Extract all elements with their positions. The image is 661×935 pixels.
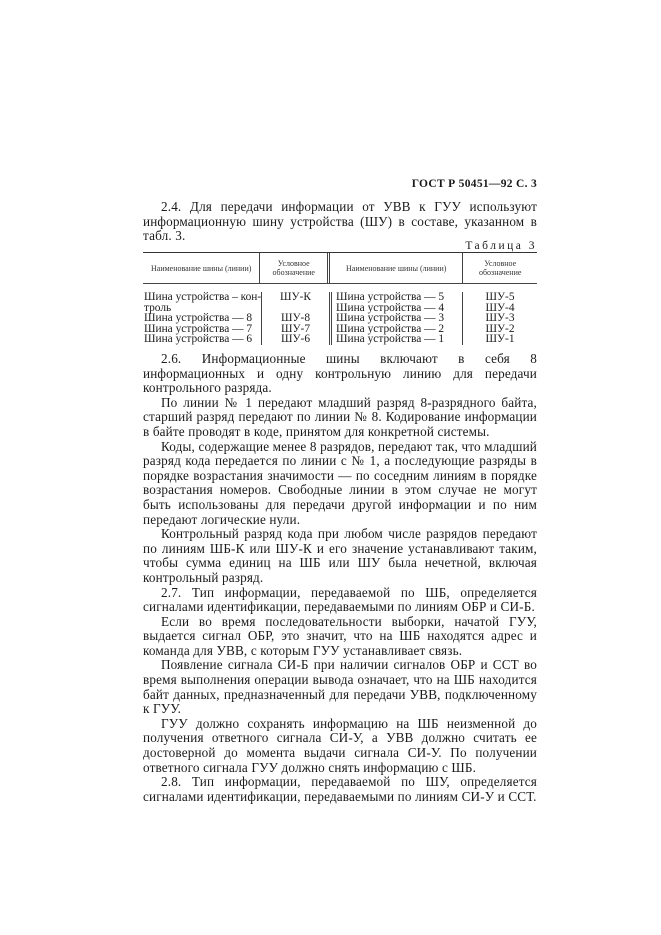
table-cell: ШУ-1	[485, 333, 515, 346]
table-header-row	[143, 253, 537, 284]
header-code-right: Условное обозначение	[462, 253, 537, 283]
column-name-left	[143, 292, 261, 345]
column-code-right	[462, 292, 537, 345]
table-cell: ШУ-5	[485, 291, 515, 303]
table-body	[143, 284, 537, 345]
paragraph: Если во время последовательности выборки, начатой ГУУ, выдается сигнал ОБР, это значит, что на ШБ находятся адрес и команда для УВВ, с которым ГУУ устанавливает связь.	[143, 613, 537, 658]
body-text	[143, 352, 537, 804]
table-cell: Шина устройства — 8	[144, 312, 253, 325]
table-cell: Шина устройства — 5	[336, 291, 445, 303]
table-cell: ШУ-К	[280, 291, 311, 303]
header-name-left: Наименование шины (линии)	[151, 263, 252, 273]
header-name-right: Наименование шины (линии)	[327, 253, 462, 283]
column-code-left	[261, 292, 329, 345]
table-cell: Шина устройства – кон-	[144, 291, 262, 303]
table-cell: Шина устройства — 1	[336, 333, 445, 346]
paragraph: ГУУ должно сохранять информацию на ШБ неизменной до получения ответного сигнала СИ-У, а УВВ должно считать ее достоверной до момента выдачи сигнала СИ-У. По получении ответного сигнала ГУУ должно снять информацию с ШБ.	[143, 715, 537, 775]
table-cell: Шина устройства — 4	[336, 301, 445, 314]
table-cell: ШУ-7	[280, 322, 311, 335]
running-header: ГОСТ Р 50451—92 С. 3	[411, 178, 537, 190]
table-cell: Шина устройства — 2	[336, 322, 445, 335]
column-name-right	[329, 292, 462, 345]
section-2-4: 2.4. Для передачи информации от УВВ к ГУУ используют информационную шину устройства (ШУ) в составе, указанном в табл. 3.	[143, 199, 537, 244]
paragraph-2-7: 2.7. Тип информации, передаваемой по ШБ, определяется сигналами идентификации, передаваемыми по линиям ОБР и СИ-Б.	[143, 584, 537, 615]
table-caption: Таблица 3	[465, 240, 537, 252]
paragraph: Коды, содержащие менее 8 разрядов, передают так, что младший разряд кода передается по линии с № 1, а последующие разряды в порядке возрастания значимости — по соседним линиям в порядке возрастания номеров. Свободные линии в этом случае не могут быть использованы для передачи другой информации и по ним передают логические нули.	[143, 438, 537, 527]
table-3	[143, 252, 537, 345]
table-cell: ШУ-6	[280, 333, 311, 346]
table-cell: ШУ-8	[280, 312, 311, 325]
paragraph: Появление сигнала СИ-Б при наличии сигналов ОБР и ССТ во время выполнения операции вывода означает, что на ШБ находится байт данных, предназначенный для передачи УВВ, подключенному к ГУУ.	[143, 657, 537, 717]
table-cell: Шина устройства — 3	[336, 312, 445, 325]
table-cell: ШУ-2	[485, 322, 515, 335]
paragraph-2-8: 2.8. Тип информации, передаваемой по ШУ, определяется сигналами идентификации, передаваемыми по линиям СИ-У и ССТ.	[143, 774, 537, 804]
table-cell: Шина устройства — 6	[144, 333, 253, 346]
table-cell: ШУ-4	[485, 301, 515, 314]
table-cell: троль	[144, 301, 172, 314]
header-code-left: Условное обозначение	[259, 253, 327, 283]
paragraph: По линии № 1 передают младший разряд 8-разрядного байта, старший разряд передают по линии № 8. Кодирование информации в байте проводят в коде, принятом для конкретной системы.	[143, 394, 537, 439]
table-cell: Шина устройства — 7	[144, 322, 253, 335]
paragraph: Контрольный разряд кода при любом числе разрядов передают по линиям ШБ-К или ШУ-К и его значение устанавливают таким, чтобы сумма единиц на ШБ или ШУ была нечетной, включая контрольный разряд.	[143, 526, 537, 585]
paragraph-2-6: 2.6. Информационные шины включают в себя 8 информационных и одну контрольную линию для передачи контрольного разряда.	[143, 351, 537, 396]
table-cell: ШУ-3	[485, 312, 515, 325]
